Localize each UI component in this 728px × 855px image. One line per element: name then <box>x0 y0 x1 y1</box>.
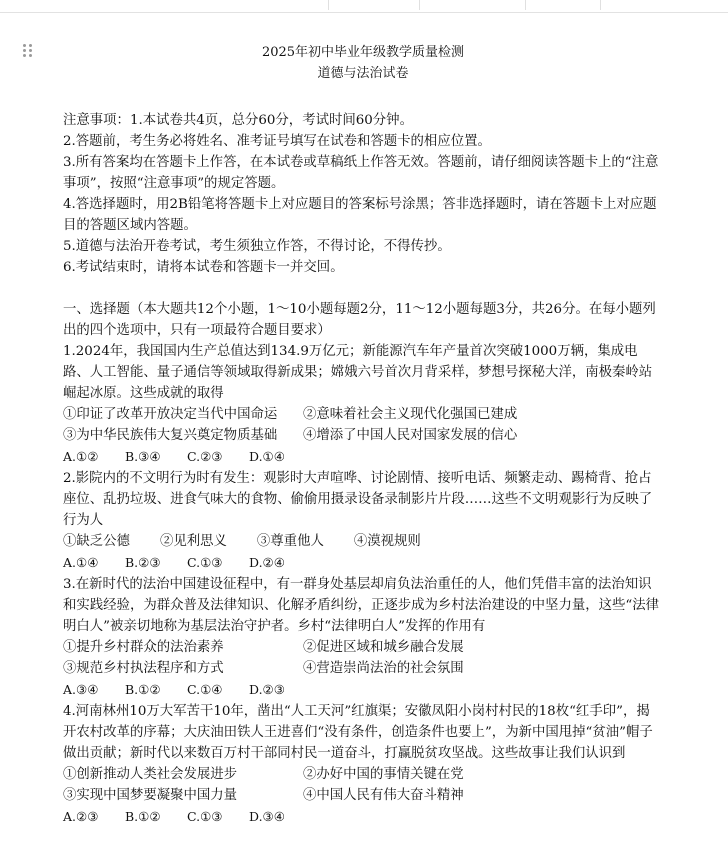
option: ④中国人民有伟大奋斗精神 <box>303 788 464 803</box>
question-stem: 2.影院内的不文明行为时有发生：观影时大声喧哗、讨论剧情、接听电话、频繁走动、踢椅背、抢占座位、乱扔垃圾、进食气味大的食物、偷偷用摄录设备录制影片片段……这些不文明观影行为反映了行为人 <box>63 471 653 528</box>
option: ③实现中国梦要凝聚中国力量 <box>63 788 238 803</box>
note-item: 2.答题前，考生务必将姓名、准考证号填写在试卷和答题卡的相应位置。 <box>63 134 491 149</box>
question-2 <box>63 468 663 574</box>
option: ①创新推动人类社会发展进步 <box>63 767 238 782</box>
option: ②促进区域和城乡融合发展 <box>303 640 464 655</box>
option: ③规范乡村执法程序和方式 <box>63 661 224 676</box>
option: ②办好中国的事情关键在党 <box>303 767 464 782</box>
answer-choices <box>63 679 663 701</box>
choice: D.③④ <box>249 809 285 824</box>
option: ②见利思义 <box>159 534 227 549</box>
choice: B.①② <box>125 682 161 697</box>
choice: C.①③ <box>187 555 223 570</box>
option-row <box>63 764 663 785</box>
choice: B.②③ <box>125 555 161 570</box>
choice: C.①③ <box>187 809 223 824</box>
option-row <box>63 637 663 658</box>
notes-block <box>63 110 663 278</box>
option-row <box>63 658 663 679</box>
toolbar-tab-left[interactable] <box>328 0 420 10</box>
option-row <box>63 785 663 806</box>
answer-choices <box>63 446 663 468</box>
option-row <box>63 425 663 446</box>
choice: A.①④ <box>63 555 99 570</box>
exam-title: 2025年初中毕业年级教学质量检测 <box>261 45 465 60</box>
option: ①缺乏公德 <box>63 534 130 549</box>
choice: D.①④ <box>249 449 285 464</box>
option: ③尊重他人 <box>256 534 324 549</box>
choice: C.②③ <box>187 449 223 464</box>
option-row <box>63 531 663 552</box>
note-item: 注意事项：1.本试卷共4页，总分60分，考试时间60分钟。 <box>63 113 413 128</box>
option: ①提升乡村群众的法治素养 <box>63 640 224 655</box>
choice: A.②③ <box>63 809 99 824</box>
option: ④营造崇尚法治的社会氛围 <box>303 661 464 676</box>
question-3 <box>63 574 663 701</box>
top-toolbar-strip <box>0 0 728 13</box>
option: ③为中华民族伟大复兴奠定物质基础 <box>63 428 278 443</box>
question-stem: 3.在新时代的法治中国建设征程中，有一群身处基层却肩负法治重任的人，他们凭借丰富的法治知识和实践经验，为群众普及法律知识、化解矛盾纠纷，正逐步成为乡村法治建设的中坚力量，这些“法律明白人”被亲切地称为基层法治守护者。乡村“法律明白人”发挥的作用有 <box>63 577 660 634</box>
note-item: 4.答选择题时，用2B铅笔将答题卡上对应题目的答案标号涂黑；答非选择题时，请在答题卡上对应题目的答题区域内答题。 <box>63 197 657 233</box>
note-item: 6.考试结束时，请将本试卷和答题卡一并交回。 <box>63 260 344 275</box>
section-heading: 一、选择题（本大题共12个小题，1～10小题每题2分，11～12小题每题3分，共26分。在每小题列出的四个选项中，只有一项最符合题目要求） <box>63 302 656 338</box>
toolbar-tab-right[interactable] <box>525 0 601 10</box>
question-1 <box>63 341 663 468</box>
answer-choices <box>63 552 663 574</box>
choice: B.③④ <box>125 449 161 464</box>
option-row <box>63 404 663 425</box>
drag-handle-icon[interactable] <box>23 44 35 58</box>
answer-choices <box>63 806 663 828</box>
option: ②意味着社会主义现代化强国已建成 <box>303 407 518 422</box>
option: ④增添了中国人民对国家发展的信心 <box>303 428 518 443</box>
note-item: 5.道德与法治开卷考试，考生须独立作答，不得讨论，不得传抄。 <box>63 239 451 254</box>
option: ①印证了改革开放决定当代中国命运 <box>63 407 278 422</box>
option: ④漠视规则 <box>353 534 421 549</box>
choice: D.②④ <box>249 555 285 570</box>
question-4 <box>63 701 663 828</box>
exam-page <box>63 36 663 828</box>
choice: C.①④ <box>187 682 223 697</box>
note-item: 3.所有答案均在答题卡上作答，在本试卷或草稿纸上作答无效。答题前，请仔细阅读答题卡上的“注意事项”，按照“注意事项”的规定答题。 <box>63 155 659 191</box>
choice: B.①② <box>125 809 161 824</box>
question-stem: 4.河南林州10万大军苦干10年，凿出“人工天河”红旗渠；安徽凤阳小岗村村民的18枚“红手印”，揭开农村改革的序幕；大庆油田铁人王进喜们“没有条件，创造条件也要上”，为新中国甩掉“贫油”帽子做出贡献；新时代以来数百万村干部同村民一道奋斗，打赢脱贫攻坚战。这些故事让我们认识到 <box>63 704 653 761</box>
choice: A.①② <box>63 449 99 464</box>
choice: A.③④ <box>63 682 99 697</box>
question-stem: 1.2024年，我国国内生产总值达到134.9万亿元；新能源汽车年产量首次突破1000万辆，集成电路、人工智能、量子通信等领域取得新成果；嫦娥六号首次月背采样，梦想号探秘大洋，南极秦岭站崛起冰原。这些成就的取得 <box>63 344 653 401</box>
choice: D.②③ <box>249 682 285 697</box>
exam-subject: 道德与法治试卷 <box>317 66 409 81</box>
